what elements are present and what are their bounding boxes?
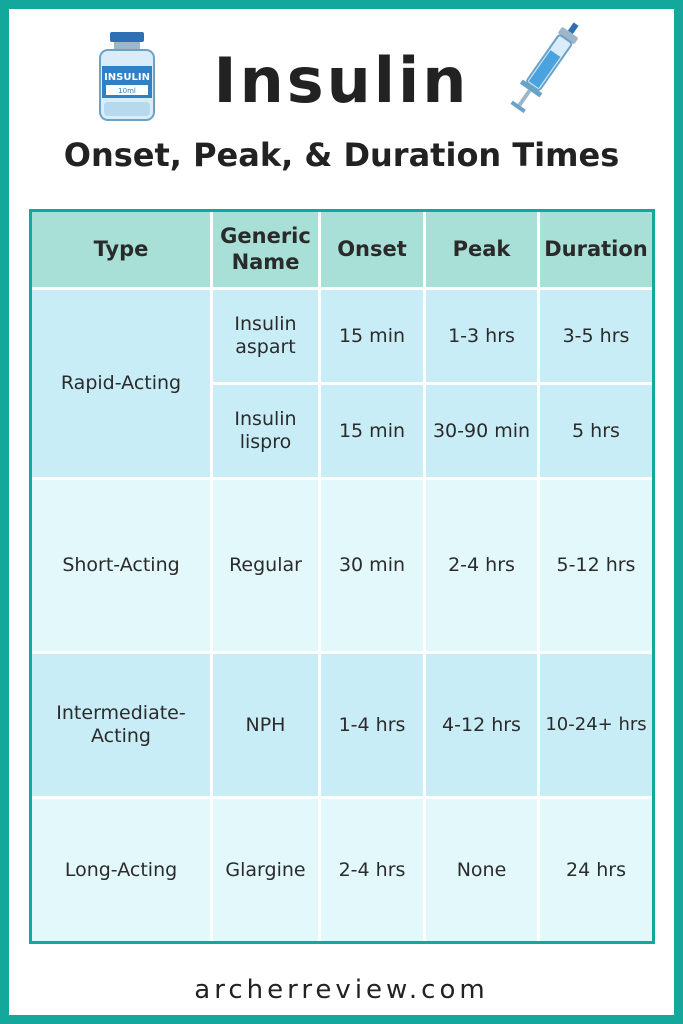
onset-cell: 15 min [321, 385, 426, 480]
col-header-peak: Peak [426, 212, 540, 290]
col-header-generic-name: Generic Name [213, 212, 321, 290]
onset-cell: 1-4 hrs [321, 654, 426, 799]
col-header-type: Type [32, 212, 213, 290]
generic-name-cell: Regular [213, 480, 321, 654]
page-subtitle: Onset, Peak, & Duration Times [63, 136, 620, 174]
peak-cell: 30-90 min [426, 385, 540, 480]
generic-name-cell: NPH [213, 654, 321, 799]
type-cell-rapid-acting: Rapid-Acting [32, 290, 213, 480]
vial-volume: 10ml [118, 87, 136, 95]
duration-cell: 5 hrs [540, 385, 652, 480]
insulin-table [29, 209, 655, 944]
col-header-onset: Onset [321, 212, 426, 290]
type-cell-long-acting: Long-Acting [32, 799, 213, 941]
peak-cell: 1-3 hrs [426, 290, 540, 385]
generic-name-cell: Insulin lispro [213, 385, 321, 480]
onset-cell: 30 min [321, 480, 426, 654]
duration-cell: 3-5 hrs [540, 290, 652, 385]
syringe-icon [500, 14, 588, 126]
col-header-duration: Duration [540, 212, 652, 290]
peak-cell: 4-12 hrs [426, 654, 540, 799]
duration-cell: 10-24+ hrs [540, 654, 652, 799]
footer-site-link[interactable]: archerreview.com [194, 975, 489, 1005]
onset-cell: 15 min [321, 290, 426, 385]
page-title: Insulin [213, 44, 470, 117]
vial-label: INSULIN [104, 72, 150, 83]
peak-cell: 2-4 hrs [426, 480, 540, 654]
peak-cell: None [426, 799, 540, 941]
type-cell-short-acting: Short-Acting [32, 480, 213, 654]
duration-cell: 5-12 hrs [540, 480, 652, 654]
generic-name-cell: Glargine [213, 799, 321, 941]
generic-name-cell: Insulin aspart [213, 290, 321, 385]
duration-cell: 24 hrs [540, 799, 652, 941]
onset-cell: 2-4 hrs [321, 799, 426, 941]
type-cell-intermediate-acting: Intermediate-Acting [32, 654, 213, 799]
